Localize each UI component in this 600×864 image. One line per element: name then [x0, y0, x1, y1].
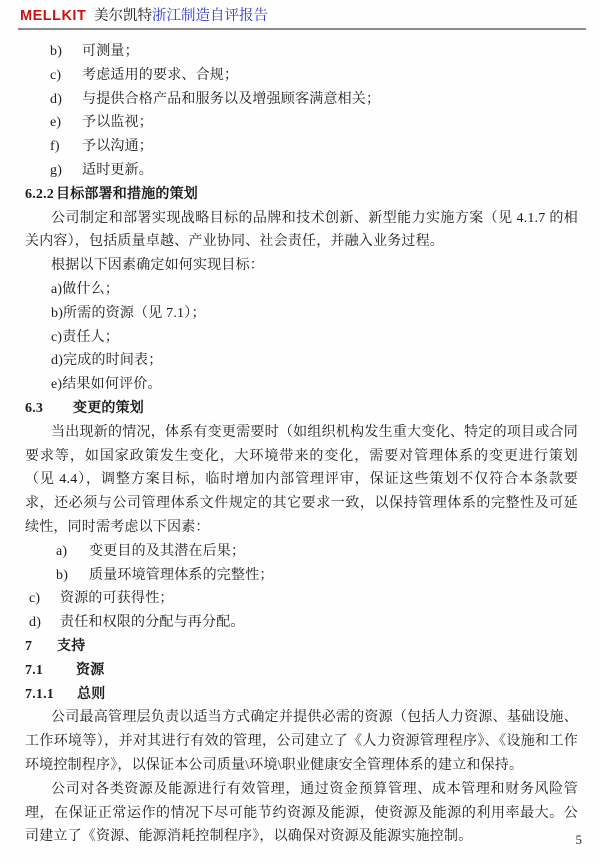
section-number: 7.1: [25, 662, 44, 678]
list-item: [25, 40, 578, 64]
section-number: 6.3: [25, 400, 44, 416]
list-item-text: 予以监视；: [82, 115, 153, 131]
section-heading-6-2-2: [25, 183, 578, 207]
list-item-label: e): [50, 115, 62, 131]
header-doc-title: 浙江制造自评报告: [151, 8, 268, 24]
section-title: 变更的策划: [73, 400, 144, 416]
list-item-label: g): [50, 162, 63, 178]
list-item-text: e)结果如何评价。: [51, 377, 162, 393]
list-item-text: 质量环境管理体系的完整性；: [89, 567, 274, 583]
list-item: [25, 64, 578, 88]
list-item: [25, 564, 578, 588]
paragraph: 公司对各类资源及能源进行有效管理，通过资金预算管理、成本管理和财务风险管理，在保证正常运作的情况下尽可能节约资源及能源，使资源及能源的利用率最大。公司建立了《资源、能源消耗控制程序》，以确保对资源及能源实施控制。: [25, 781, 578, 845]
list-item-text: 予以沟通；: [82, 139, 153, 155]
list-item-label: a): [56, 543, 68, 559]
list-item: [25, 88, 578, 112]
list-item-text: c)责任人；: [51, 329, 120, 345]
list-item: [25, 611, 578, 635]
section-number: 6.2.2: [25, 186, 54, 202]
list-item-label: d): [29, 615, 42, 631]
page-header: [0, 0, 600, 28]
section-number: 7: [25, 638, 33, 654]
list-item-text: d)完成的时间表；: [51, 353, 163, 369]
list-item-text: 适时更新。: [82, 162, 153, 178]
list-item-label: d): [50, 91, 63, 107]
list-item-label: f): [50, 139, 60, 155]
list-item-label: b): [50, 44, 63, 59]
list-item: [25, 540, 578, 564]
list-item-text: 责任和权限的分配与再分配。: [60, 615, 245, 631]
section-number: 7.1.1: [25, 686, 54, 702]
page-number: 5: [575, 832, 582, 847]
list-item-text: 变更目的及其潜在后果；: [89, 543, 246, 559]
list-item-text: 资源的可获得性；: [60, 591, 174, 607]
paragraph: 根据以下因素确定如何实现目标：: [51, 258, 264, 274]
section-heading-6-3: [25, 397, 578, 421]
paragraph: 当出现新的情况，体系有变更需要时（如组织机构发生重大变化、特定的项目或合同要求等，如国家政策发生变化，大环境带来的变化，需要对管理体系的变更进行策划（见 4.4），调整方案目标，临时增加内部管理评审，保证这些策划不仅符合本条款要求，还必须与公司管理体系文件规定的其它要求一致，以保持管理体系的完整性及可延续性，同时需考虑以下因素：: [25, 424, 578, 535]
list-item-text: b)所需的资源（见 7.1）；: [51, 305, 206, 321]
list-item-text: 可测量；: [82, 44, 139, 59]
section-title: 总则: [77, 686, 106, 702]
list-item-label: c): [29, 591, 41, 607]
section-title: 资源: [76, 662, 105, 678]
section-title: 目标部署和措施的策划: [56, 186, 198, 202]
list-item: [25, 278, 578, 302]
section-heading-7: [25, 635, 578, 659]
list-item: [25, 349, 578, 373]
list-item: [25, 326, 578, 350]
paragraph: 公司制定和部署实现战略目标的品牌和技术创新、新型能力实施方案（见 4.1.7 的相关内容），包括质量卓越、产业协同、社会责任，并融入业务过程。: [25, 210, 578, 250]
paragraph: 公司最高管理层负责以适当方式确定并提供必需的资源（包括人力资源、基础设施、工作环境等），并对其进行有效的管理，公司建立了《人力资源管理程序》、《设施和工作环境控制程序》，以保证本公司质量\环境\职业健康安全管理体系的建立和保持。: [25, 710, 578, 773]
list-item: [25, 302, 578, 326]
list-item: [25, 373, 578, 397]
list-item-label: c): [50, 67, 62, 83]
section-heading-7-1-1: [25, 683, 578, 707]
document-body: [0, 30, 600, 849]
list-item-text: 考虑适用的要求、合规；: [82, 67, 239, 83]
list-item-text: 与提供合格产品和服务以及增强顾客满意相关；: [82, 91, 381, 107]
list-item: [25, 159, 578, 183]
list-item-label: b): [56, 567, 69, 583]
list-item: [25, 111, 578, 135]
list-item: [25, 587, 578, 611]
list-item-text: a)做什么；: [51, 281, 120, 297]
header-company-name: 美尔凯特: [93, 8, 152, 24]
brand-logo-text: MELLKIT: [20, 8, 87, 24]
section-title: 支持: [57, 638, 86, 654]
section-heading-7-1: [25, 659, 578, 683]
list-item: [25, 135, 578, 159]
